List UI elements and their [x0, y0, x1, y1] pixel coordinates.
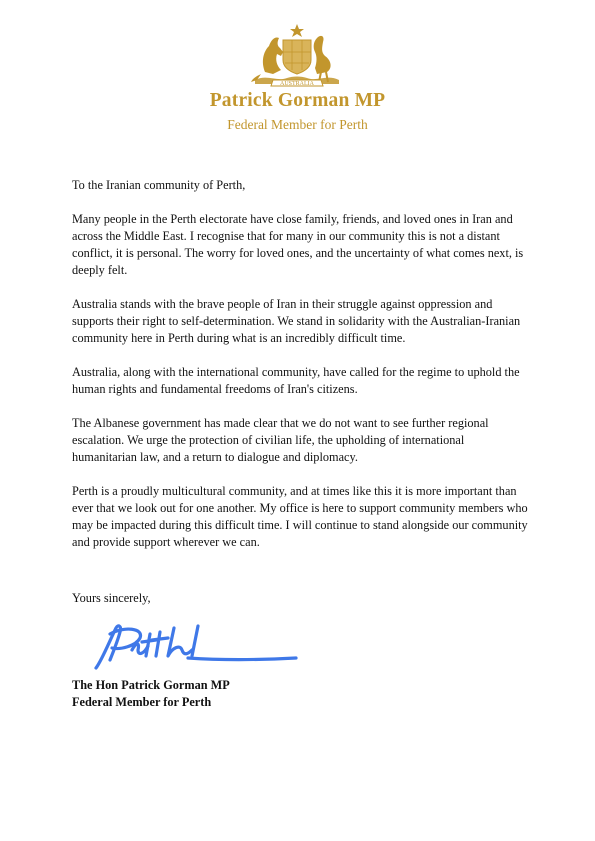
sign-off-block: [72, 677, 230, 711]
mp-role-subheading: Federal Member for Perth: [227, 117, 368, 132]
letter-body: [72, 177, 532, 568]
paragraph: The Albanese government has made clear that we do not want to see further regional escalation. We urge the protection of civilian life, the upholding of international humanitarian law, and a return to dialogue and diplomacy.: [72, 416, 489, 464]
closing: Yours sincerely,: [72, 591, 151, 605]
sign-off-name: The Hon Patrick Gorman MP: [72, 678, 230, 692]
salutation: To the Iranian community of Perth,: [72, 178, 246, 192]
paragraph: Perth is a proudly multicultural community, and at times like this it is more important than ever that we look out for one another. My office is here to support community members who may be impacted during this difficult time. I will continue to stand alongside our community and provide support wherever we can.: [72, 484, 528, 549]
paragraph: Australia stands with the brave people of Iran in their struggle against oppression and supports their right to self-determination. We stand in solidarity with the Australian-Iranian community here in Perth during what is an incredibly difficult time.: [72, 297, 521, 345]
signature: [88, 620, 303, 678]
mp-name-heading: Patrick Gorman MP: [209, 90, 386, 111]
sign-off-title: Federal Member for Perth: [72, 695, 212, 709]
letterhead: [0, 0, 595, 140]
paragraph: Many people in the Perth electorate have close family, friends, and loved ones in Iran and across the Middle East. I recognise that for many in our community this is not a distant conflict, it is personal. The worry for loved ones, and the uncertainty of what comes next, is deeply felt.: [72, 212, 524, 277]
paragraph: Australia, along with the international community, have called for the regime to uphold the human rights and fundamental freedoms of Iran's citizens.: [72, 365, 520, 396]
coat-of-arms-icon: [247, 22, 347, 88]
svg-text:AUSTRALIA: AUSTRALIA: [280, 81, 314, 88]
